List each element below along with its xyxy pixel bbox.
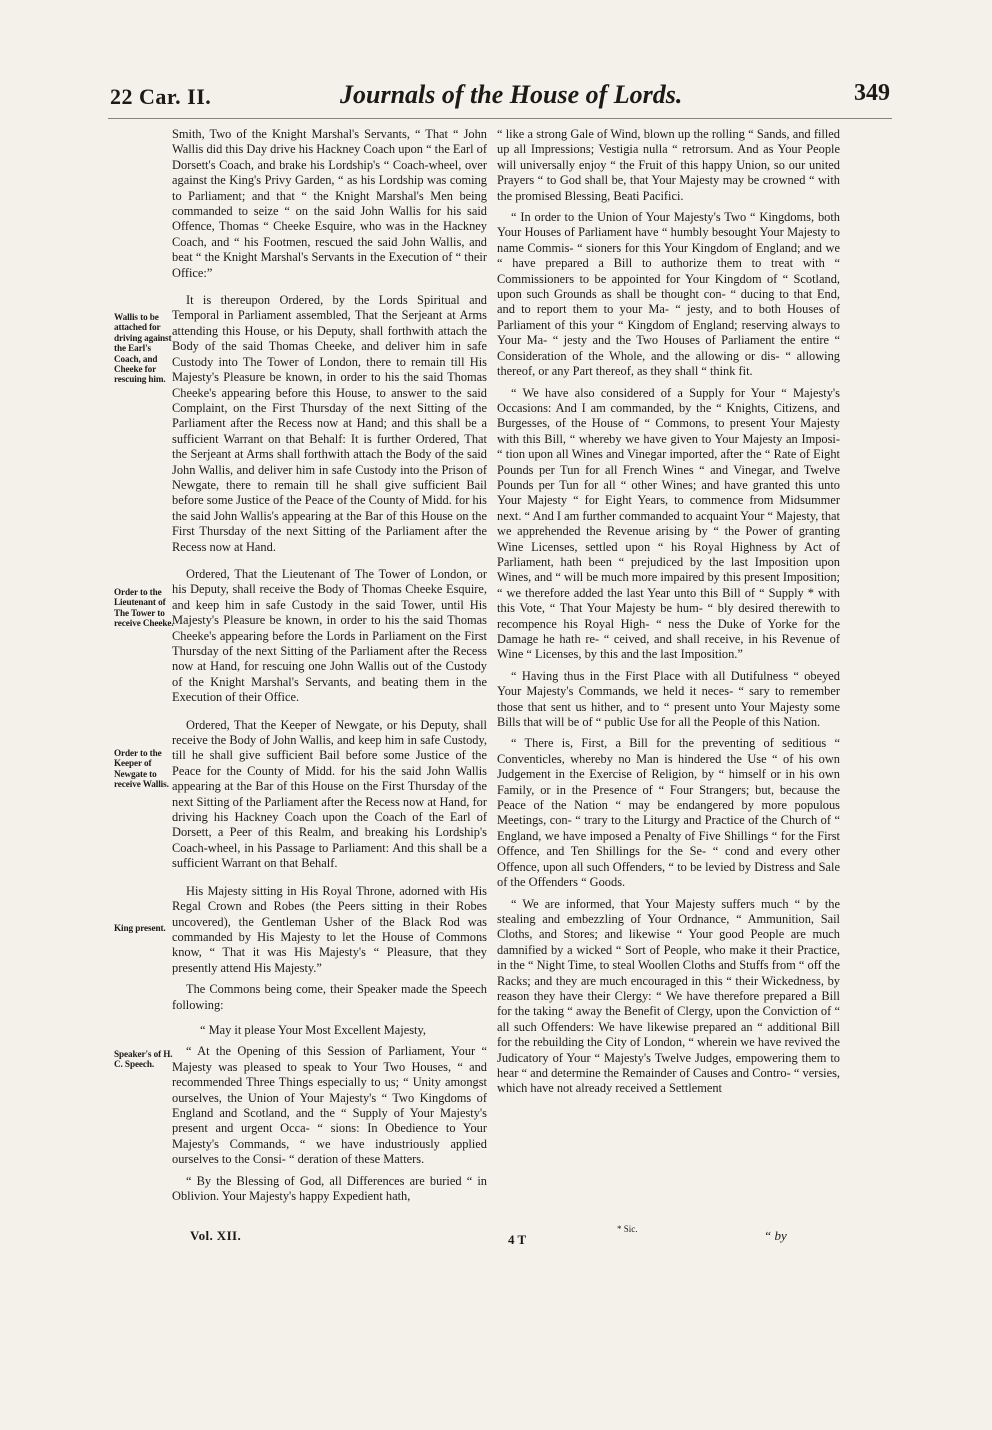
paragraph-commons-come: The Commons being come, their Speaker made the Speech following: [172, 982, 487, 1012]
left-column [172, 127, 487, 1210]
paragraph-complaint: Smith, Two of the Knight Marshal's Servants, “ That “ John Wallis did this Day drive his Hackney Coach upon “ the Earl of Dorsett's Coach, and brake his Lordship's “ Coach-wheel, over against the King's Privy Garden, “ as his Lordship was coming to Parliament; and that “ the Knight Marshal's Men being commanded to seize “ on the said John Wallis for his said Offence, Thomas “ Cheeke Esquire, who was in the Hackney Coach, and “ his Footmen, rescued the said John Wallis, and beat “ the Knight Marshal's Servants in the Execution of “ their Office:” [172, 127, 487, 280]
speech-supply: “ We have also considered of a Supply for Your “ Majesty's Occasions: And I am commanded, by the “ Knights, Citizens, and Burgesses, of the House of “ Commons, to present Your Majesty with this Bill, “ whereby we have given to Your Majesty an Imposi- “ tion upon all Wines and Vinegar imported, after the “ Rate of Eight Pounds per Tun for all French Wines “ and Vinegar, and Twelve Pounds per Tun for all “ other Wines; and have granted this unto Your Majesty “ for Eight Years, to commence from Midsummer next. “ And I am further commanded to acquaint Your “ Majesty, that we apprehended the Revenue arising by “ the Power of granting Wine Licenses, settled upon “ his Royal Highness by Act of Parliament, hath been “ prejudiced by the last Imposition upon Wines, and “ will be much more impaired by this present Imposition; “ we therefore added the last Year unto this Bill of “ Supply * with this Vote, “ That Your Majesty be hum- “ bly desired therewith to recompence his Royal High- “ ness the Duke of Yorke for the Damage he hath re- “ ceived, and shall receive, in his Revenue of Wine “ Licenses, by this and the last Imposition.” [497, 385, 840, 662]
speech-union-blessing: “ like a strong Gale of Wind, blown up the rolling “ Sands, and filled up all Impressions; Vestigia nulla “ retrorsum. And as Your People will universally enjoy “ the Fruit of this happy Union, so our united Prayers “ to God shall be, that Your Majesty may be crowned “ with the promised Blessing, Beati Pacifici. [497, 127, 840, 203]
journal-title: Journals of the House of Lords. [340, 80, 683, 109]
margin-note-wallis-attached: Wallis to be attached for driving against the Earl's Coach, and Cheeke for rescuing him. [114, 312, 172, 385]
page-number: 349 [854, 80, 890, 106]
regnal-year: 22 Car. II. [110, 84, 212, 109]
margin-note-newgate-order: Order to the Keeper of Newgate to receive Wallis. [114, 748, 169, 790]
footnote-sic: * Sic. [617, 1224, 638, 1234]
speech-salutation: “ May it please Your Most Excellent Majesty, [200, 1022, 426, 1037]
paragraph-king-present: His Majesty sitting in His Royal Throne, adorned with His Regal Crown and Robes (the Peers sitting in their Robes uncovered), the Gentleman Usher of the Black Rod was commanded by His Majesty to let the House of Commons know, “ That it was His Majesty's “ Pleasure, that they presently attend His Majesty.” [172, 883, 487, 975]
speech-union-commissioners: “ In order to the Union of Your Majesty's Two “ Kingdoms, both Your Houses of Parliament have “ humbly besought Your Majesty to name Commis- “ sioners for this Your Kingdom of England; and we “ have prepared a Bill to authorize them to treat with “ Commissioners to be appointed for Your Kingdom of “ Scotland, upon such Grounds as shall be thought con- “ ducing to that End, and to report them to your Ma- “ jesty, and to both Houses of Parliament of this your “ Kingdom of England; reserving always to Your Ma- “ jesty and the Two Houses of Parliament the entire “ Consideration of the Whole, and the allowing or dis- “ allowing thereof, or any Part thereof, as they shall “ think fit. [497, 210, 840, 379]
volume-label: Vol. XII. [190, 1228, 242, 1243]
speech-opening: “ At the Opening of this Session of Parliament, Your “ Majesty was pleased to speak to Your Two Houses, “ and recommended Three Things especially to us; “ Unity amongst ourselves, the Union of Your Majesty's “ Two Kingdoms of England and Scotland, and the “ Supply of Your Majesty's present and urgent Occa- “ sions: In Obedience to Your Majesty's Commands, “ we have industriously applied ourselves to the Consi- “ deration of these Matters. [172, 1044, 487, 1167]
margin-note-tower-order: Order to the Lieutenant of The Tower to receive Cheeke. [114, 587, 174, 629]
paragraph-order-attach: It is thereupon Ordered, by the Lords Spiritual and Temporal in Parliament assembled, That the Serjeant at Arms attending this House, or his Deputy, shall forthwith attach the Body of the said Thomas Cheeke, and deliver him in safe Custody into The Tower of London, there to remain till His Majesty's Pleasure be known, in order to his the said Thomas Cheeke's appearing before this House, to answer to the said Complaint, on the First Thursday of the next Sitting of the Parliament after the Recess now at Hand; and this shall be a sufficient Warrant on that Behalf: It is further Ordered, That the Serjeant at Arms shall forthwith attach the Body of the said John Wallis, and deliver him in safe Custody into the Prison of Newgate, there to remain till he shall give sufficient Bail before some Justice of the Peace of the County of Midd. for his the said John Wallis's appearing at the Bar of this House on the First Thursday of the next Sitting of the Parliament after the Recess now at Hand. [172, 293, 487, 554]
speech-conventicles: “ There is, First, a Bill for the preventing of seditious “ Conventicles, whereby no Man is hindered the Use “ of his own Judgement in the Exercise of Religion, by “ himself or in his own Family, or in the Presence of “ Four Strangers; but, because the Peace of the Nation “ may be endangered by more populous Meetings, con- “ trary to the Liturgy and Practice of the Church of “ England, we have imposed a Penalty of Five Shillings “ for the First Offence, and Ten Shillings for the Se- “ cond and every other Offence, upon all such Offenders, “ to be levied by Distress and Sale of the Offenders “ Goods. [497, 736, 840, 890]
paragraph-order-newgate: Ordered, That the Keeper of Newgate, or his Deputy, shall receive the Body of John Wallis, and keep him in safe Custody, till he shall give sufficient Bail before some Justice of the Peace for the County of Midd. for his the said John Wallis appearing at the Bar of this House on the First Thursday of the next Sitting of the Parliament after the Recess now at Hand, for driving his Hackney Coach upon the Coach of the Earl of Dorsett, a Peer of this Realm, and breaking his Lordship's Coach-wheel, in his Passage to Parliament: And this shall be a sufficient Warrant on that Behalf. [172, 717, 487, 871]
running-head [110, 76, 890, 116]
catchword: “ by [764, 1228, 787, 1243]
speech-differences: “ By the Blessing of God, all Differences are buried “ in Oblivion. Your Majesty's happy Expedient hath, [172, 1173, 487, 1203]
margin-note-speaker-speech: Speaker's of H. C. Speech. [114, 1049, 173, 1070]
speech-clergy-london: “ We are informed, that Your Majesty suffers much “ by the stealing and embezzling of Your Ordnance, “ Ammunition, Sail Cloths, and Stores; and likewise “ Your good People are much damnified by a wicked “ Sort of People, who make it their Practice, in the “ Night Time, to steal Woollen Cloths and Stuffs from “ off the Racks; and they are much encouraged in this “ their Wickedness, by reason they have their Clergy: “ We have therefore prepared a Bill for the taking “ away the Benefit of Clergy, upon the Conviction of “ all such Offenders: We have likewise prepared an “ additional Bill for the rebuilding the City of London, “ wherein we have revived the Judicatory of Your “ Majesty's Twelve Judges, empowering them to hear “ and determine the Remainder of Causes and Contro- “ versies, which have not already received a Settlement [497, 896, 840, 1096]
speech-dutifulness: “ Having thus in the First Place with all Dutifulness “ obeyed Your Majesty's Commands, we held it neces- “ sary to remember those that sent us hither, and to “ present unto Your Majesty some Bills that will be of “ public Use for all the People of this Nation. [497, 668, 840, 730]
margin-note-king-present: King present. [114, 923, 166, 933]
header-rule [108, 118, 892, 119]
paragraph-order-tower: Ordered, That the Lieutenant of The Tower of London, or his Deputy, shall receive the Body of Thomas Cheeke Esquire, and keep him in safe Custody in the said Tower, until His Majesty's Pleasure be known, in order to his the said Thomas Cheeke's appearing before the Lords in Parliament on the First Thursday of the next Sitting of the Parliament after the Recess now at Hand, for rescuing one John Wallis out of the Custody of the Knight Marshal's Servants, and beating them in the Execution of their Office. [172, 566, 487, 705]
right-column [497, 127, 840, 1103]
signature-mark: 4 T [508, 1232, 527, 1247]
